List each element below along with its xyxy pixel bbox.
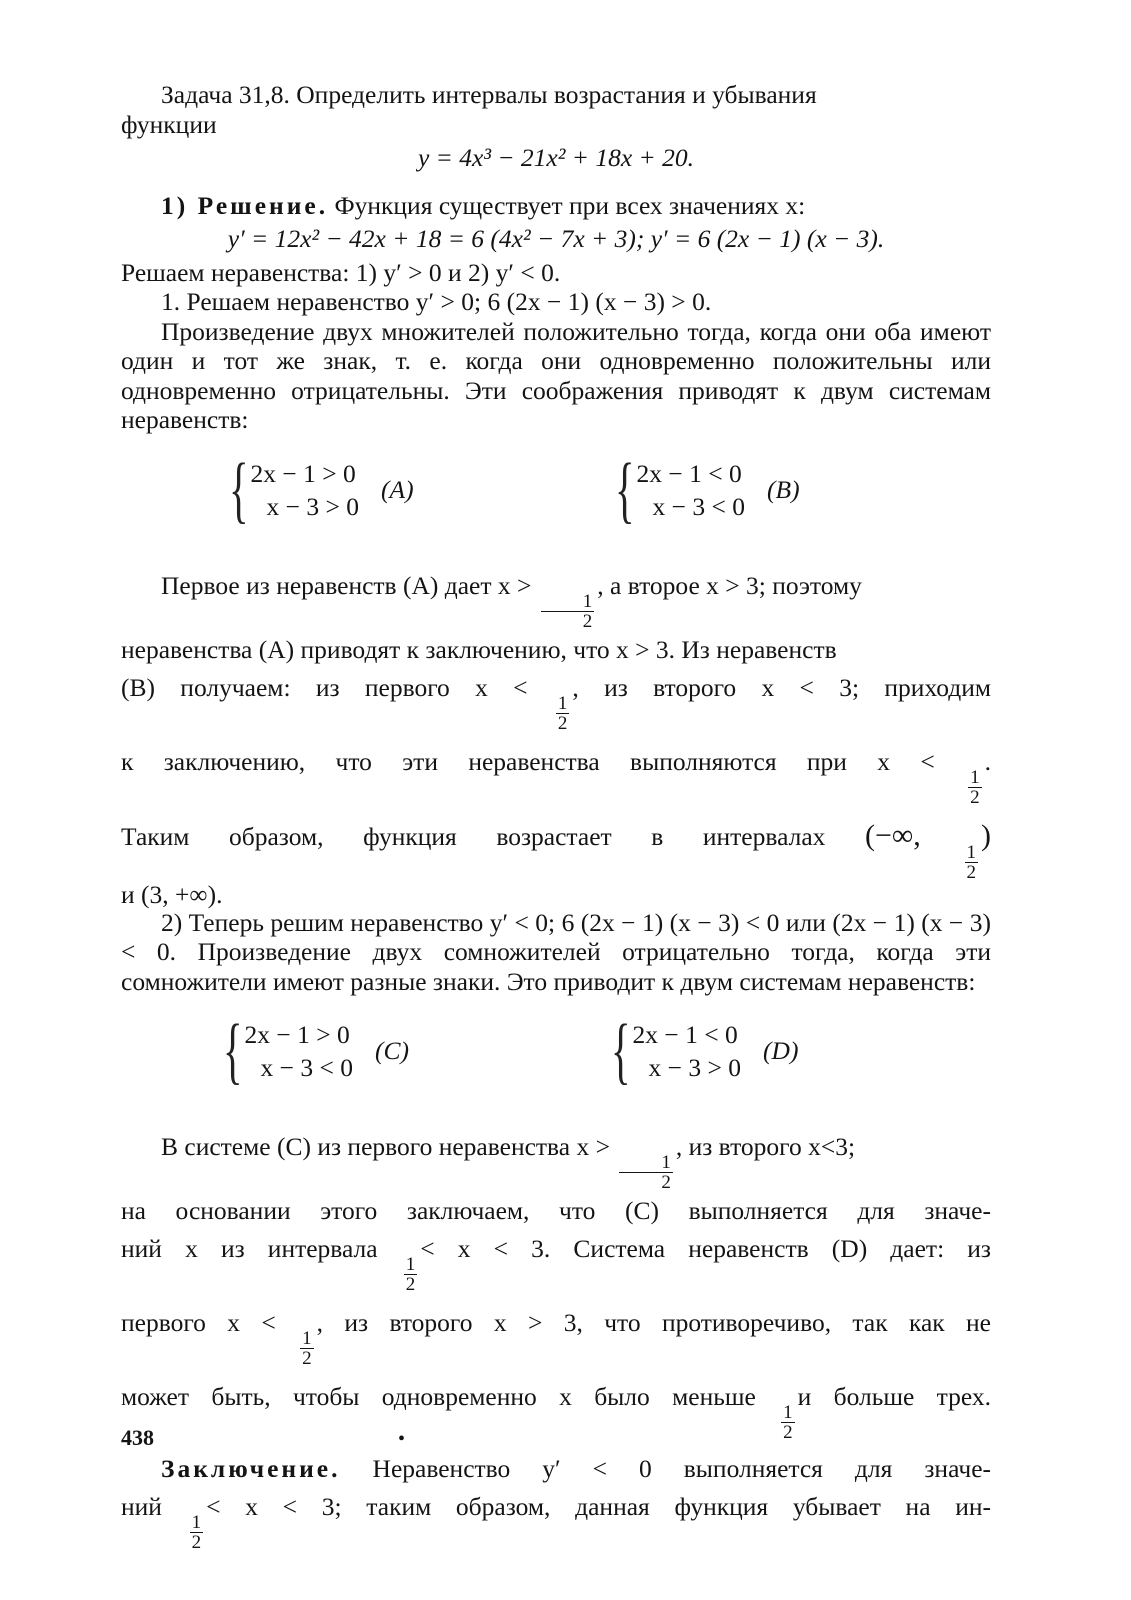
page-number: 438	[121, 1425, 154, 1450]
fraction-one-half: $\frac{1}{2}$	[191, 1512, 202, 1553]
system-c: { 2x − 1 > 0 x − 3 < 0 (C)	[222, 1010, 410, 1092]
problem-statement-cont: функции	[121, 109, 217, 139]
brace-icon: {	[228, 448, 249, 531]
system-d: { 2x − 1 < 0 x − 3 > 0 (D)	[610, 1010, 799, 1092]
step2-paragraph: 2) Теперь решим неравенство y′ < 0; 6 (2x − 1) (x − 3) < 0 или (2x − 1) (x − 3) < 0. Произведение двух сомножителей отрицательно тогда, когда эти сомножители имеют разные знаки. Это приводит к двум системам неравенств:	[121, 907, 991, 996]
fraction-one-half: $\frac{1}{2}$	[541, 592, 595, 631]
conclusion-line: Заключение. Неравенство y′ < 0 выполняется для значе-	[161, 1454, 991, 1483]
paragraph-systems-cd-analysis: В системе (C) из первого неравенства x > $\frac{1}{2}$ , из второго x<3; на основании этого заключаем, что (C) выполняется для значе- ний x из интервала $\frac{1}{2}$ < x < 3. Система неравенств (D) дает: из первого x < $\frac{1}{2}$ , из второго x > 3, что противоречиво, так как не может быть, чтобы одновременно x было меньше $\frac{1}{2}$ и больше трех. Заключение. Неравенство y′ < 0 выполняется для значе- ний $\frac{1}{2}$ < x < 3; таким образом, данная функция убывает на ин-	[121, 1132, 992, 1553]
function-formula: y = 4x³ − 21x² + 18x + 20.	[417, 143, 695, 172]
problem-heading	[121, 80, 991, 110]
brace-icon: {	[610, 1010, 631, 1092]
fraction-one-half: $\frac{1}{2}$	[966, 841, 977, 883]
fraction-one-half: $\frac{1}{2}$	[783, 1402, 793, 1443]
systems-ab	[121, 448, 991, 537]
paragraph-product-positive: Произведение двух множителей положительно тогда, когда они оба имеют один и тот же знак, т. е. когда они одновременно положительны или одновременно отрицательны. Эти соображения приводят к двум системам неравенств:	[121, 316, 991, 434]
systems-cd	[121, 1010, 991, 1098]
fraction-one-half: $\frac{1}{2}$	[302, 1328, 312, 1369]
fraction-one-half: $\frac{1}{2}$	[557, 692, 568, 734]
fraction-one-half: $\frac{1}{2}$	[405, 1254, 416, 1295]
brace-icon: {	[222, 1010, 243, 1092]
derivative-formula: y′ = 12x² − 42x + 18 = 6 (4x² − 7x + 3); y′ = 6 (2x − 1) (x − 3).	[227, 224, 885, 253]
solve-inequalities-line: Решаем неравенства: 1) y′ > 0 и 2) y′ < 0.	[121, 257, 561, 287]
brace-icon: {	[614, 448, 635, 531]
paragraph-systems-ab-analysis: Первое из неравенств (A) дает x > $\frac{1}{2}$ , а второе x > 3; поэтому неравенства (A) приводят к заключению, что x > 3. Из неравенств (B) получаем: из первого x < $\frac{1}{2}$ , из второго x < 3; приходим к заключению, что эти неравенства выполняются при x < $\frac{1}{2}$ . Таким образом, функция возрастает в интервалах (−∞, $\frac{1}{2}$ ) и (3, +∞).	[121, 570, 992, 909]
solution-intro: 1) Решение. Функция существует при всех значениях x:	[161, 190, 806, 220]
problem-title: Задача 31,8.	[161, 80, 290, 109]
problem-statement: Определить интервалы возрастания и убывания	[296, 80, 817, 109]
dot-mark: •	[398, 1428, 406, 1450]
system-b: { 2x − 1 < 0 x − 3 < 0 (B)	[614, 448, 800, 531]
step1-line: 1. Решаем неравенство y′ > 0; 6 (2x − 1) (x − 3) > 0.	[161, 287, 712, 316]
fraction-one-half: $\frac{1}{2}$	[619, 1153, 673, 1192]
conclusion-label: Заключение.	[161, 1454, 341, 1483]
system-a: { 2x − 1 > 0 x − 3 > 0 (A)	[228, 448, 414, 531]
page-content	[121, 80, 991, 1552]
fraction-one-half: $\frac{1}{2}$	[970, 766, 980, 808]
solution-label: 1) Решение.	[161, 190, 329, 220]
